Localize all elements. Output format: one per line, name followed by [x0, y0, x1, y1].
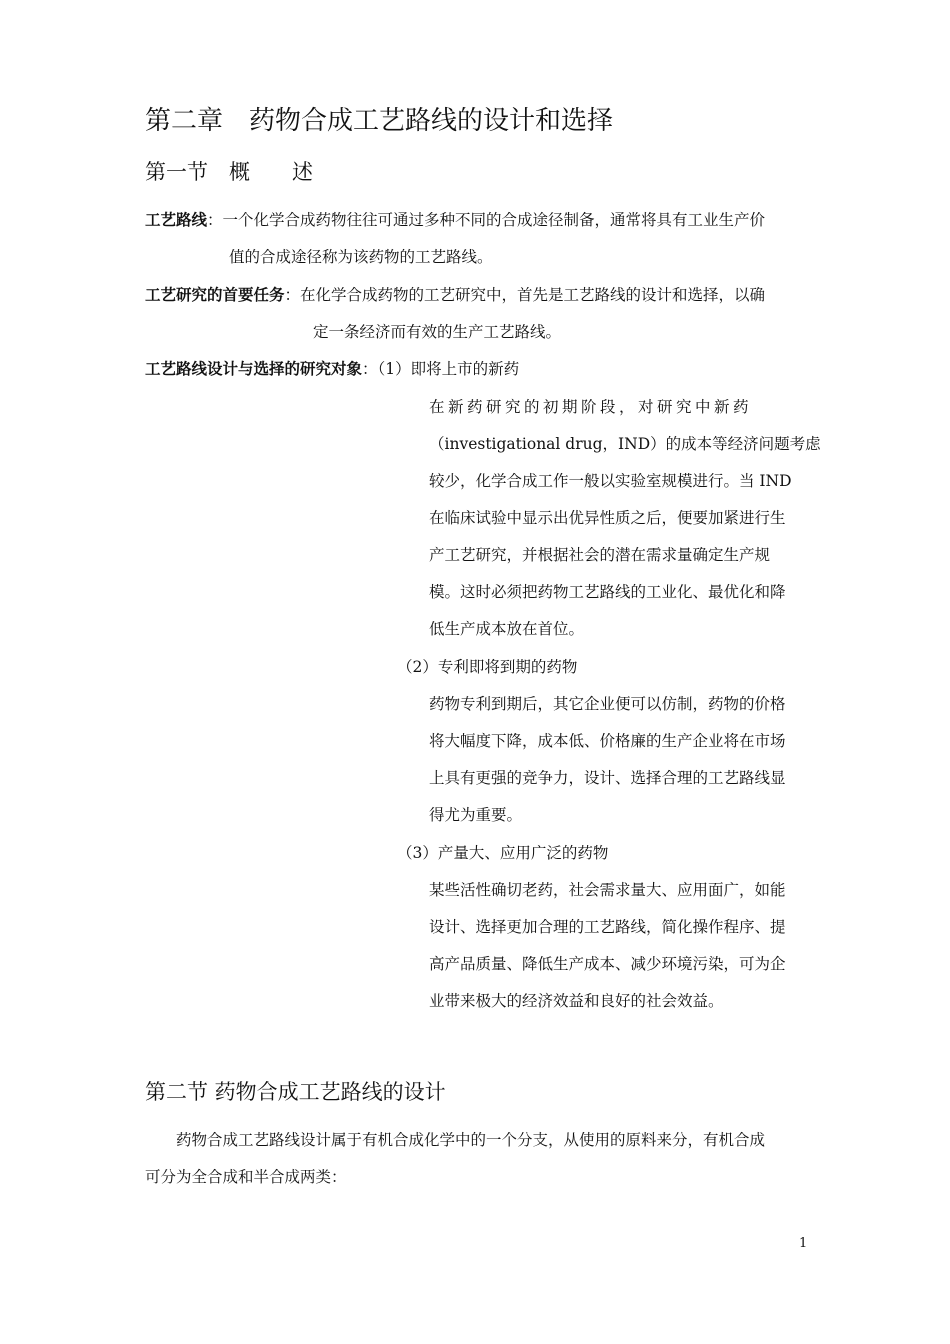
item3-line: 业带来极大的经济效益和良好的社会效益。: [429, 992, 724, 1010]
def1-term: 工艺路线: [145, 211, 208, 229]
section1-title: 第一节 概 述: [145, 160, 313, 184]
def3-sep: ：: [362, 360, 378, 378]
item3-line: 某些活性确切老药，社会需求量大、应用面广，如能: [429, 881, 786, 899]
def2-term: 工艺研究的首要任务: [145, 286, 285, 304]
section2-para-line1: 药物合成工艺路线设计属于有机合成化学中的一个分支，从使用的原料来分，有机合成: [145, 1131, 766, 1149]
page-number: 1: [799, 1236, 808, 1251]
item1-paragraph: [429, 397, 821, 639]
def1-sep: ：: [207, 211, 223, 229]
def1-line1: [145, 210, 807, 230]
item1-line: 较少，化学合成工作一般以实验室规模进行。当 IND: [429, 472, 792, 490]
def3-term: 工艺路线设计与选择的研究对象: [145, 360, 363, 378]
item1-line: 在新药研究的初期阶段，对研究中新药: [429, 398, 753, 416]
def2-text-line1: 在化学合成药物的工艺研究中，首先是工艺路线的设计和选择，以确: [300, 286, 766, 304]
section2-para-line2: 可分为全合成和半合成两类：: [145, 1168, 347, 1186]
def2-sep: ：: [284, 286, 301, 304]
item1-line: 产工艺研究，并根据社会的潜在需求量确定生产规: [429, 546, 771, 564]
def2-line1: [145, 285, 765, 305]
item2-line: 将大幅度下降，成本低、价格廉的生产企业将在市场: [429, 732, 786, 750]
def3-line1: [145, 359, 519, 379]
item2-line: 上具有更强的竞争力，设计、选择合理的工艺路线显: [429, 769, 786, 787]
item2-title: （2）专利即将到期的药物: [397, 658, 578, 676]
item1-line: 模。这时必须把药物工艺路线的工业化、最优化和降: [429, 583, 786, 601]
item2-line: 得尤为重要。: [429, 806, 523, 824]
item3-title: （3）产量大、应用广泛的药物: [397, 844, 609, 862]
item1-line: 在临床试验中显示出优异性质之后，便要加紧进行生: [429, 509, 786, 527]
item1-line: 低生产成本放在首位。: [429, 620, 585, 638]
item3-line: 高产品质量、降低生产成本、减少环境污染，可为企: [429, 955, 786, 973]
item1-line: （investigational drug，IND）的成本等经济问题考虑: [429, 435, 821, 453]
section2-title: 第二节 药物合成工艺路线的设计: [145, 1080, 446, 1104]
item1-title: （1）即将上市的新药: [377, 360, 520, 378]
def2-text-line2: 定一条经济而有效的生产工艺路线。: [313, 323, 562, 341]
def1-text-line2: 值的合成途径称为该药物的工艺路线。: [229, 248, 493, 266]
def1-text-line1: 一个化学合成药物往往可通过多种不同的合成途径制备，通常将具有工业生产价: [222, 211, 766, 229]
item3-line: 设计、选择更加合理的工艺路线，简化操作程序、提: [429, 918, 786, 936]
item3-paragraph: [429, 880, 807, 1011]
chapter-title: 第二章 药物合成工艺路线的设计和选择: [145, 106, 614, 136]
item2-paragraph: [429, 694, 807, 825]
item2-line: 药物专利到期后，其它企业便可以仿制，药物的价格: [429, 695, 786, 713]
